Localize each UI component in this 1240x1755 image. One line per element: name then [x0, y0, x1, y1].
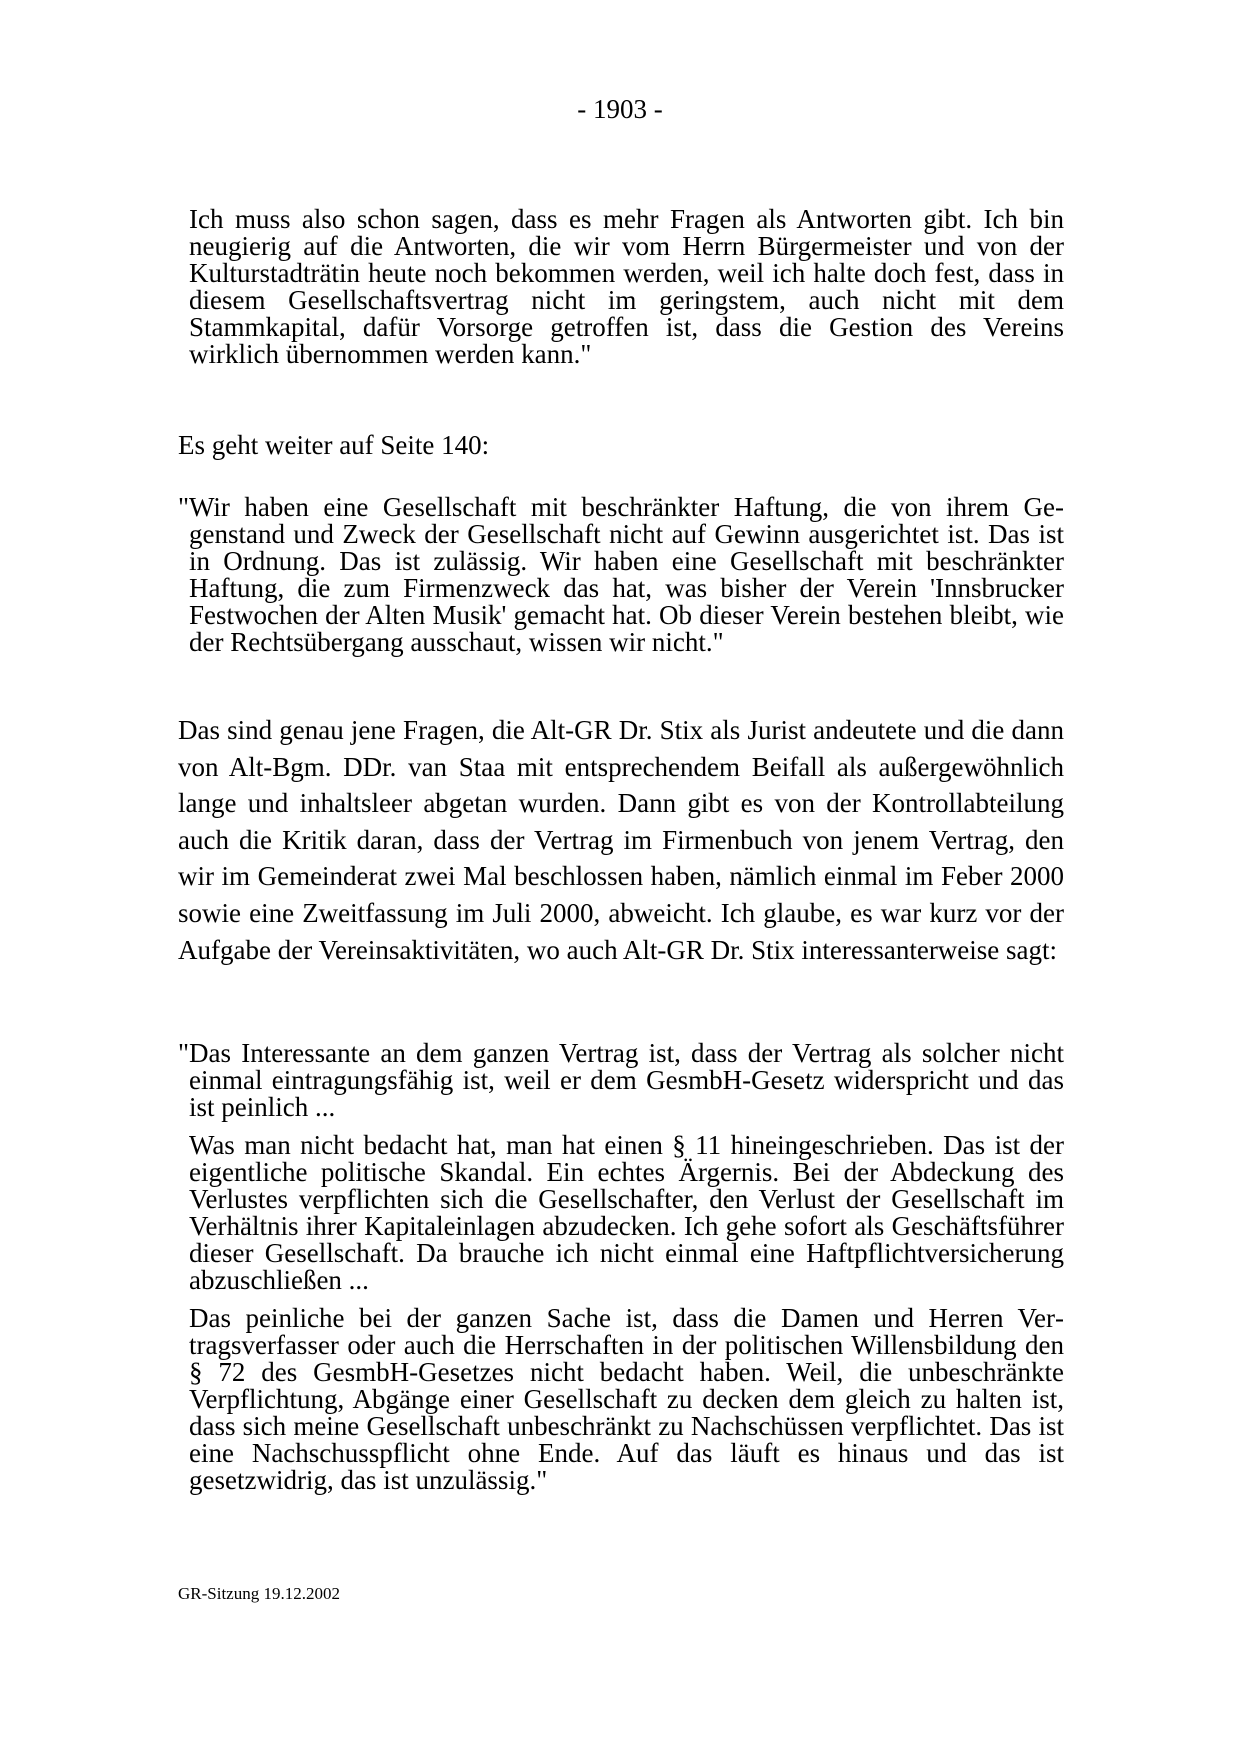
page-number: - 1903 - — [577, 94, 663, 124]
quote-continuation: Ich muss also schon sagen, dass es mehr Fragen als Antworten gibt. Ich bin neugierig auf die Antworten, die wir vom Herrn Bürgermeister und von der Kulturstadträtin heute noch bekommen werden, weil ich halte doch fest, dass in diesem Gesellschaftsvertrag nicht im geringstem, auch nicht mit dem Stammkapital, dafür Vorsorge getroffen ist, dass die Gestion des Vereins wirklich übernommen werden kann." — [189, 204, 1064, 369]
section-intro: Es geht weiter auf Seite 140: — [178, 430, 490, 460]
quote-stix-paragraph-3: Das peinliche bei der ganzen Sache ist, dass die Damen und Herren Vertragsverfasser oder auch die Herrschaften in der politischen Willensbildung den § 72 des GesmbH-Gesetzes nicht bedacht haben. Weil, die unbeschränkte Verpflichtung, Abgänge einer Gesellschaft zu decken dem gleich zu halten ist, dass sich meine Gesellschaft unbeschränkt zu Nachschüssen verpflichtet. Das ist eine Nachschusspflicht ohne Ende. Auf das läuft es hinaus und das ist gesetzwidrig, das ist unzulässig." — [189, 1303, 1064, 1495]
narrative-paragraph: Das sind genau jene Fragen, die Alt-GR Dr. Stix als Jurist andeutete und die dann von Alt-Bgm. DDr. van Staa mit entsprechendem Beifall als außergewöhnlich lange und inhaltsleer abgetan wurden. Dann gibt es von der Kontrollabteilung auch die Kritik daran, dass der Vertrag im Firmenbuch von jenem Vertrag, den wir im Gemeinderat zwei Mal beschlossen haben, nämlich einmal im Feber 2000 sowie eine Zweitfassung im Juli 2000, abweicht. Ich glaube, es war kurz vor der Aufgabe der Vereinsaktivitäten, wo auch Alt-GR Dr. Stix interessanterweise sagt: — [178, 715, 1064, 965]
quote-seite-140: "Wir haben eine Gesellschaft mit beschränkter Haftung, die von ihrem Gegenstand und Zweck der Gesellschaft nicht auf Gewinn ausgerichtet ist. Das ist in Ordnung. Das ist zulässig. Wir haben eine Gesellschaft mit beschränkter Haftung, die zum Firmenzweck das hat, was bisher der Verein 'Innsbrucker Festwochen der Alten Musik' gemacht hat. Ob dieser Verein bestehen bleibt, wie der Rechtsübergang ausschaut, wissen wir nicht." — [178, 492, 1064, 657]
footer-session-date: GR-Sitzung 19.12.2002 — [178, 1584, 340, 1603]
quote-stix-paragraph-2: Was man nicht bedacht hat, man hat einen § 11 hineingeschrieben. Das ist der eigentliche politische Skandal. Ein echtes Ärgernis. Bei der Abdeckung des Verlustes verpflichten sich die Gesellschafter, den Verlust der Gesellschaft im Verhältnis ihrer Kapitaleinlagen abzudecken. Ich gehe sofort als Geschäftsführer dieser Gesellschaft. Da brauche ich nicht einmal eine Haftpflichtversicherung abzuschließen ... — [189, 1130, 1064, 1295]
quote-stix-paragraph-1: "Das Interessante an dem ganzen Vertrag ist, dass der Vertrag als solcher nicht einmal eintragungsfähig ist, weil er dem GesmbH-Gesetz widerspricht und das ist peinlich ... — [178, 1038, 1064, 1122]
